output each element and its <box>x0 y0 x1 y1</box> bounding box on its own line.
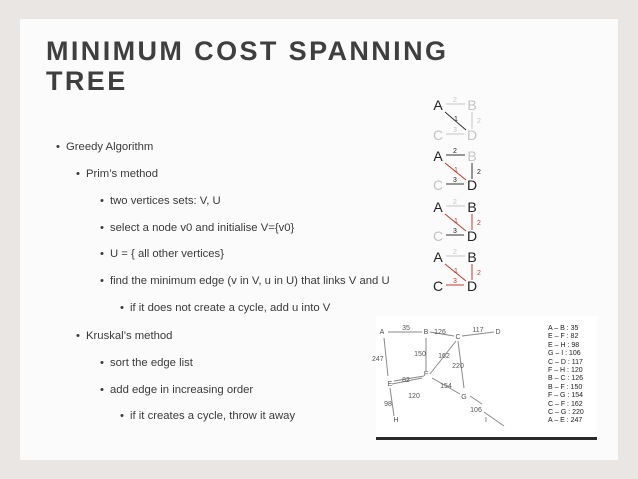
bullet-find-min-edge: • find the minimum edge (v in V, u in U) that links V and U <box>100 275 390 287</box>
kruskal-weight-ae: 247 <box>372 356 384 363</box>
node-a: A <box>433 199 443 215</box>
kruskal-weight-fg: 154 <box>440 383 452 390</box>
node-c: C <box>432 177 444 193</box>
node-a: A <box>433 148 443 164</box>
kruskal-weight-cd: 117 <box>472 327 484 334</box>
node-b: B <box>467 97 477 113</box>
bullet-no-cycle: • if it does not create a cycle, add u into V <box>120 302 331 314</box>
node-b: B <box>467 249 477 265</box>
kruskal-node-e: E <box>387 381 393 388</box>
node-a: A <box>433 249 443 265</box>
weight-cd: 3 <box>453 127 457 134</box>
edge-list-item: A – E : 247 <box>548 417 583 425</box>
node-d: D <box>466 278 478 294</box>
kruskal-weight-cf: 162 <box>438 353 450 360</box>
kruskal-weight-bc: 126 <box>434 329 446 336</box>
bullet-add-increasing: • add edge in increasing order <box>100 384 254 396</box>
kruskal-node-f: F <box>423 371 429 378</box>
edge-list-item: G – I : 106 <box>548 350 581 358</box>
kruskal-edge-list <box>548 325 584 426</box>
node-d: D <box>466 127 478 143</box>
edge-list-item: E – H : 98 <box>548 341 580 349</box>
node-d: D <box>466 228 478 244</box>
kruskal-node-d: D <box>495 329 501 336</box>
weight-ad: 1 <box>454 167 458 174</box>
title-line-2: TREE <box>46 66 128 96</box>
node-c: C <box>432 127 444 143</box>
node-b: B <box>467 199 477 215</box>
weight-bd: 2 <box>477 270 481 277</box>
edge-list-item: F – H : 120 <box>548 367 583 375</box>
bullet-vertex-sets: • two vertices sets: V, U <box>100 195 221 207</box>
edge-list-item: C – F : 162 <box>548 400 583 408</box>
weight-cd: 3 <box>453 177 457 184</box>
bullet-throw-away: • if it creates a cycle, throw it away <box>120 410 296 422</box>
edge-list-item: B – F : 150 <box>548 383 583 391</box>
weight-bd: 2 <box>477 220 481 227</box>
kruskal-weight-fh: 120 <box>408 393 420 400</box>
weight-ab: 2 <box>453 249 457 256</box>
edge-list-item: A – B : 35 <box>548 325 579 332</box>
edge-list-item: F – G : 154 <box>548 392 584 400</box>
weight-cd: 3 <box>453 228 457 235</box>
kruskal-weight-gi: 106 <box>470 407 482 414</box>
kruskal-node-g: G <box>461 394 467 401</box>
edge-list-item: C – D : 117 <box>548 358 583 366</box>
weight-cd: 3 <box>453 278 457 285</box>
kruskal-weight-ef: 82 <box>402 377 410 384</box>
weight-ad: 1 <box>454 268 458 275</box>
kruskal-node-i: I <box>485 417 487 424</box>
weight-ab: 2 <box>453 148 457 155</box>
weight-bd: 2 <box>477 118 481 125</box>
node-b: B <box>467 148 477 164</box>
kruskal-node-b: B <box>423 329 429 336</box>
bullet-kruskal: • Kruskal’s method <box>76 330 173 342</box>
kruskal-weight-ab: 35 <box>402 325 410 332</box>
bullet-select-node: • select a node v0 and initialise V={v0} <box>100 222 295 234</box>
weight-bd: 2 <box>477 169 481 176</box>
kruskal-weight-cg: 220 <box>452 363 464 370</box>
prim-step-4 <box>433 249 481 294</box>
node-d: D <box>466 177 478 193</box>
bullet-greedy: • Greedy Algorithm <box>56 141 154 153</box>
node-c: C <box>432 228 444 244</box>
edge-list-item: C – G : 220 <box>548 409 584 417</box>
bullet-u-set: • U = { all other vertices} <box>100 248 224 260</box>
bullet-prim: • Prim’s method <box>76 168 158 180</box>
edge-list-item: B – C : 126 <box>548 375 584 383</box>
prim-step-3 <box>433 199 481 244</box>
kruskal-weight-eh: 98 <box>384 401 392 408</box>
prim-step-1 <box>433 97 481 143</box>
weight-ad: 1 <box>454 218 458 225</box>
bullet-sort: • sort the edge list <box>100 357 193 369</box>
prim-step-2 <box>433 148 481 193</box>
kruskal-node-c: C <box>455 334 461 341</box>
weight-ad: 1 <box>454 116 458 123</box>
weight-ab: 2 <box>453 97 457 104</box>
kruskal-node-h: H <box>393 417 399 424</box>
weight-ab: 2 <box>453 199 457 206</box>
edge-list-item: E – F : 82 <box>548 333 579 341</box>
kruskal-node-a: A <box>379 329 385 336</box>
kruskal-weight-bf: 150 <box>414 351 426 358</box>
title-line-1: MINIMUM COST SPANNING <box>46 36 449 66</box>
node-c: C <box>432 278 444 294</box>
node-a: A <box>433 97 443 113</box>
